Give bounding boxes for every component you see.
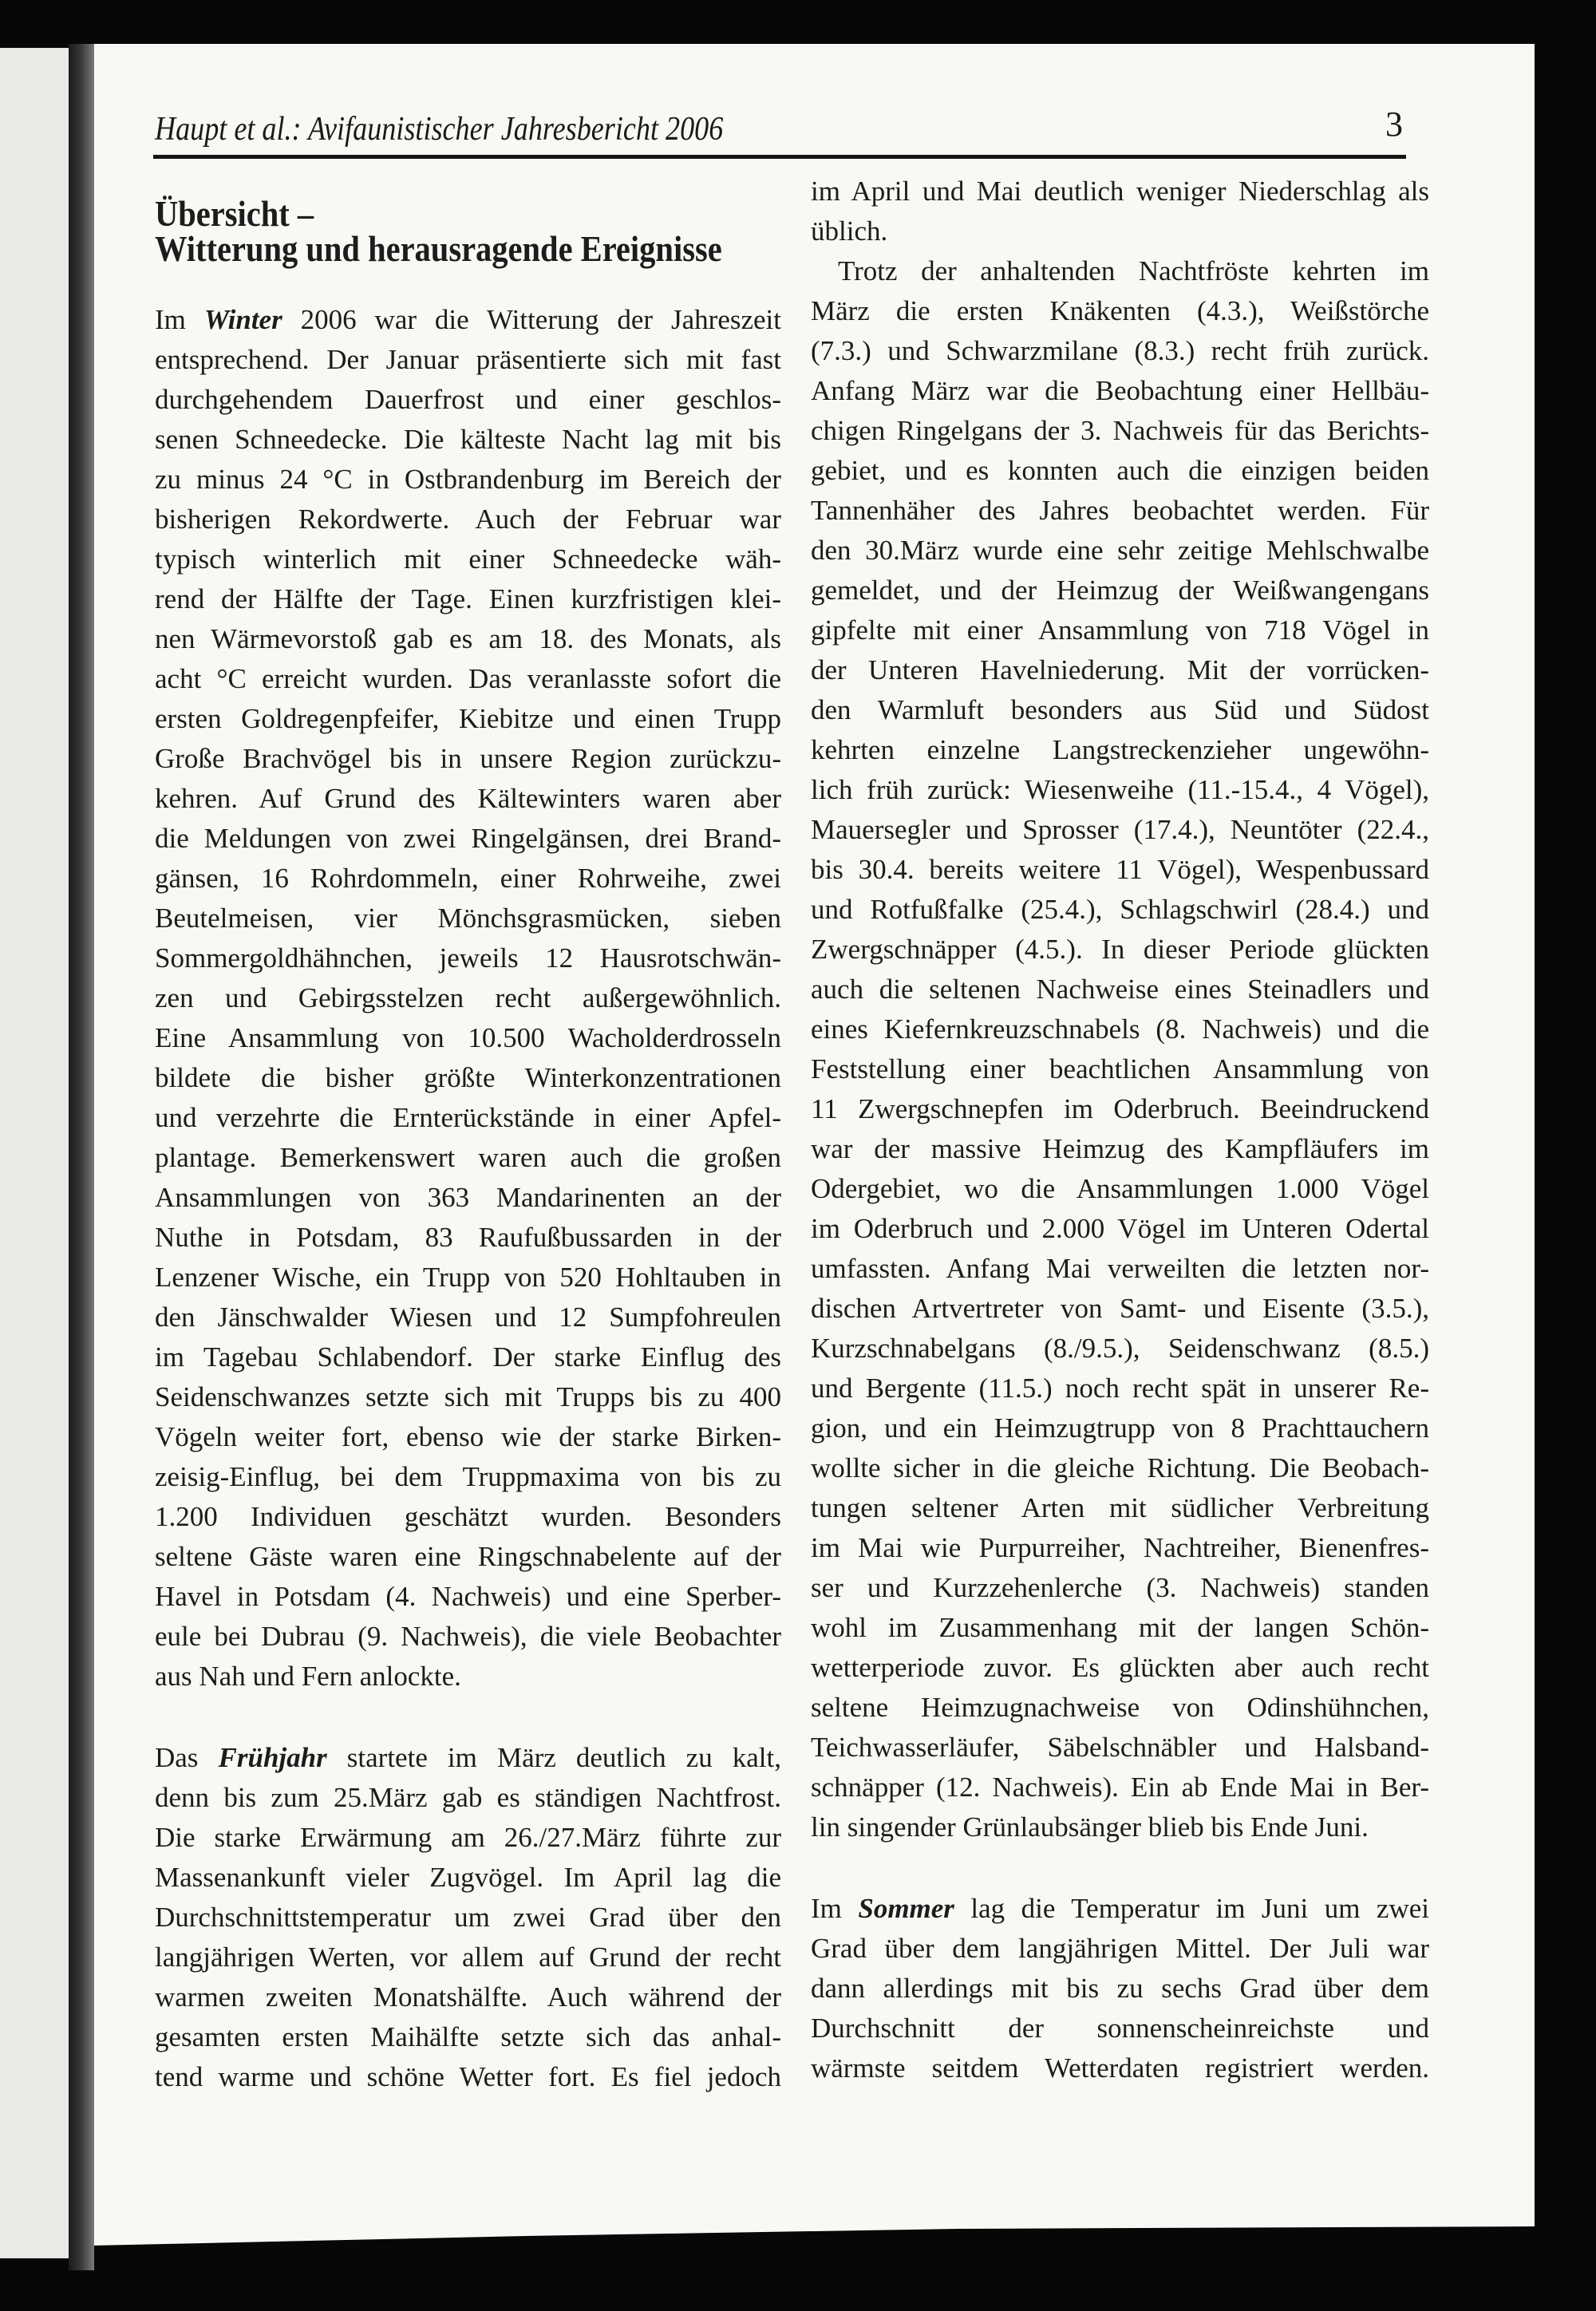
left-column-body <box>155 300 781 2097</box>
text-line: Feststellung einer beachtlichen Ansammlung von <box>811 1053 1429 1084</box>
text-line: März die ersten Knäkenten (4.3.), Weißstörche <box>811 295 1429 326</box>
text-line: Mauersegler und Sprosser (17.4.), Neuntöter (22.4., <box>811 814 1429 845</box>
text-line: gänsen, 16 Rohrdommeln, einer Rohrweihe, zwei <box>155 863 781 894</box>
text-line: acht °C erreicht wurden. Das veranlasste sofort die <box>155 663 781 694</box>
text-line: im Mai wie Purpurreiher, Nachtreiher, Bienenfres- <box>811 1532 1429 1563</box>
text-line: wetterperiode zuvor. Es glückten aber auch recht <box>811 1652 1429 1683</box>
text-segment: startete im März deutlich zu kalt, <box>326 1742 782 1773</box>
text-line: 11 Zwergschnepfen im Oderbruch. Beeindruckend <box>811 1093 1429 1124</box>
text-line: Massenankunft vieler Zugvögel. Im April lag die <box>155 1862 781 1893</box>
right-column <box>811 172 1429 2088</box>
header-rule <box>153 155 1406 159</box>
text-line: war der massive Heimzug des Kampfläufers im <box>811 1133 1429 1164</box>
text-line: lich früh zurück: Wiesenweihe (11.-15.4., 4 Vögel), <box>811 774 1429 805</box>
text-line: Eine Ansammlung von 10.500 Wacholderdrosseln <box>155 1022 781 1053</box>
running-title: Haupt et al.: Avifaunistischer Jahresbericht 2006 <box>155 111 724 148</box>
text-line: Ansammlungen von 363 Mandarinenten an der <box>155 1182 781 1213</box>
text-line <box>155 1738 781 1778</box>
text-line: ersten Goldregenpfeifer, Kiebitze und einen Trupp <box>155 703 781 734</box>
paragraph <box>155 300 781 1697</box>
text-line: und Bergente (11.5.) noch recht spät in unserer Re- <box>811 1373 1429 1404</box>
text-line: zu minus 24 °C in Ostbrandenburg im Bereich der <box>155 464 781 495</box>
adjacent-page-edge <box>0 48 69 2258</box>
season-keyword: Frühjahr <box>218 1742 327 1773</box>
text-line: bildete die bisher größte Winterkonzentrationen <box>155 1062 781 1093</box>
text-line: bis 30.4. bereits weitere 11 Vögel), Wespenbussard <box>811 854 1429 885</box>
text-line: kehren. Auf Grund des Kältewinters waren aber <box>155 783 781 814</box>
text-line: umfassten. Anfang Mai verweilten die letzten nor- <box>811 1253 1429 1284</box>
text-line: Seidenschwanzes setzte sich mit Trupps bis zu 400 <box>155 1381 781 1412</box>
text-segment: 2006 war die Witterung der Jahreszeit <box>282 304 781 335</box>
text-line <box>811 1889 1429 1929</box>
text-line: Nuthe in Potsdam, 83 Raufußbussarden in der <box>155 1222 781 1253</box>
season-keyword: Sommer <box>858 1893 954 1924</box>
text-line: tend warme und schöne Wetter fort. Es fiel jedoch <box>155 2061 781 2092</box>
paragraph <box>811 172 1429 251</box>
text-line: chigen Ringelgans der 3. Nachweis für das Berichts- <box>811 415 1429 446</box>
text-line: schnäpper (12. Nachweis). Ein ab Ende Mai in Ber- <box>811 1772 1429 1803</box>
text-segment: lag die Temperatur im Juni um zwei <box>954 1893 1429 1924</box>
text-line: plantage. Bemerkenswert waren auch die großen <box>155 1142 781 1173</box>
text-line: Teichwasserläufer, Säbelschnäbler und Halsband- <box>811 1732 1429 1763</box>
text-line: üblich. <box>811 215 888 247</box>
text-line: Lenzener Wische, ein Trupp von 520 Hohltauben in <box>155 1262 781 1293</box>
text-line: aus Nah und Fern anlockte. <box>155 1661 461 1692</box>
text-line: denn bis zum 25.März gab es ständigen Nachtfrost. <box>155 1782 781 1813</box>
text-line: (7.3.) und Schwarzmilane (8.3.) recht früh zurück. <box>811 335 1429 366</box>
section-heading <box>155 194 722 269</box>
text-line: durchgehendem Dauerfrost und einer geschlos- <box>155 384 781 415</box>
text-line: lin singender Grünlaubsänger blieb bis Ende Juni. <box>811 1811 1369 1843</box>
text-line: gipfelte mit einer Ansammlung von 718 Vögel in <box>811 614 1429 646</box>
text-line: eines Kiefernkreuzschnabels (8. Nachweis) und die <box>811 1013 1429 1045</box>
text-line: im Oderbruch und 2.000 Vögel im Unteren Odertal <box>811 1213 1429 1244</box>
text-line: Große Brachvögel bis in unsere Region zurückzu- <box>155 743 781 774</box>
text-line: Havel in Potsdam (4. Nachweis) und eine Sperber- <box>155 1581 781 1612</box>
text-segment: Das <box>155 1742 219 1773</box>
text-line: wohl im Zusammenhang mit der langen Schön- <box>811 1612 1429 1643</box>
text-line: entsprechend. Der Januar präsentierte sich mit fast <box>155 344 781 375</box>
text-line: warmen zweiten Monatshälfte. Auch während der <box>155 1981 781 2013</box>
text-line: Durchschnitt der sonnenscheinreichste und <box>811 2013 1429 2044</box>
text-line: wärmste seitdem Wetterdaten registriert werden. <box>811 2052 1429 2084</box>
season-keyword: Winter <box>203 304 282 335</box>
text-line: gion, und ein Heimzugtrupp von 8 Prachttauchern <box>811 1412 1429 1444</box>
text-line <box>155 300 781 340</box>
text-line: Durchschnittstemperatur um zwei Grad über den <box>155 1902 781 1933</box>
text-line: seltene Heimzugnachweise von Odinshühnchen, <box>811 1692 1429 1723</box>
text-line: bisherigen Rekordwerte. Auch der Februar war <box>155 504 781 535</box>
text-line: gemeldet, und der Heimzug der Weißwangengans <box>811 575 1429 606</box>
text-segment: Im <box>811 1893 859 1924</box>
text-line: nen Wärmevorstoß gab es am 18. des Monats, als <box>155 623 781 654</box>
text-line: senen Schneedecke. Die kälteste Nacht lag mit bis <box>155 424 781 455</box>
text-line: dischen Artvertreter von Samt- und Eisente (3.5.), <box>811 1293 1429 1324</box>
text-line: und verzehrte die Ernterückstände in einer Apfel- <box>155 1102 781 1133</box>
text-line: im April und Mai deutlich weniger Niederschlag als <box>811 176 1429 207</box>
text-line: eule bei Dubrau (9. Nachweis), die viele Beobachter <box>155 1621 781 1652</box>
text-line: 1.200 Individuen geschätzt wurden. Besonders <box>155 1501 781 1532</box>
text-line: Kurzschnabelgans (8./9.5.), Seidenschwanz (8.5.) <box>811 1333 1429 1364</box>
text-segment: Im <box>155 304 204 335</box>
text-line: ser und Kurzzehenlerche (3. Nachweis) standen <box>811 1572 1429 1603</box>
text-line: den 30.März wurde eine sehr zeitige Mehlschwalbe <box>811 535 1429 566</box>
text-line: Odergebiet, wo die Ansammlungen 1.000 Vögel <box>811 1173 1429 1204</box>
heading-line-2: Witterung und herausragende Ereignisse <box>155 229 722 269</box>
paragraph <box>811 251 1429 1847</box>
text-line: Trotz der anhaltenden Nachtfröste kehrten im <box>838 255 1429 286</box>
text-line: Beutelmeisen, vier Mönchsgrasmücken, sieben <box>155 903 781 934</box>
text-line: der Unteren Havelniederung. Mit der vorrücken- <box>811 654 1429 685</box>
text-line: wollte sicher in die gleiche Richtung. Die Beobach- <box>811 1452 1429 1483</box>
text-line: den Jänschwalder Wiesen und 12 Sumpfohreulen <box>155 1302 781 1333</box>
text-line: tungen seltener Arten mit südlicher Verbreitung <box>811 1492 1429 1523</box>
paragraph <box>155 1738 781 2097</box>
text-line: Sommergoldhähnchen, jeweils 12 Hausrotschwän- <box>155 942 781 974</box>
text-line: gesamten ersten Maihälfte setzte sich das anhal- <box>155 2021 781 2052</box>
heading-line-1: Übersicht – <box>155 194 314 234</box>
right-column-body <box>811 172 1429 2088</box>
text-line: auch die seltenen Nachweise eines Steinadlers und <box>811 974 1429 1005</box>
text-line: dann allerdings mit bis zu sechs Grad über dem <box>811 1973 1429 2004</box>
text-line: Grad über dem langjährigen Mittel. Der Juli war <box>811 1933 1429 1964</box>
text-line: Vögeln weiter fort, ebenso wie der starke Birken- <box>155 1421 781 1452</box>
text-line: rend der Hälfte der Tage. Einen kurzfristigen klei- <box>155 583 781 614</box>
text-line: langjährigen Werten, vor allem auf Grund der recht <box>155 1942 781 1973</box>
paragraph <box>811 1889 1429 2088</box>
text-line: zen und Gebirgsstelzen recht außergewöhnlich. <box>155 982 781 1013</box>
text-line: typisch winterlich mit einer Schneedecke wäh- <box>155 543 781 575</box>
text-line: gebiet, und es konnten auch die einzigen beiden <box>811 455 1429 486</box>
text-line: Tannenhäher des Jahres beobachtet werden. Für <box>811 495 1429 526</box>
text-line: Zwergschnäpper (4.5.). In dieser Periode glückten <box>811 934 1429 965</box>
text-line: seltene Gäste waren eine Ringschnabelente auf der <box>155 1541 781 1572</box>
text-line: Anfang März war die Beobachtung einer Hellbäu- <box>811 375 1429 406</box>
page-number: 3 <box>1385 105 1403 144</box>
text-line: kehrten einzelne Langstreckenzieher ungewöhn- <box>811 734 1429 765</box>
text-line: den Warmluft besonders aus Süd und Südost <box>811 694 1429 725</box>
text-line: im Tagebau Schlabendorf. Der starke Einflug des <box>155 1341 781 1373</box>
text-line: zeisig-Einflug, bei dem Truppmaxima von bis zu <box>155 1461 781 1492</box>
text-line: und Rotfußfalke (25.4.), Schlagschwirl (28.4.) und <box>811 894 1429 925</box>
text-line: die Meldungen von zwei Ringelgänsen, drei Brand- <box>155 823 781 854</box>
text-line: Die starke Erwärmung am 26./27.März führte zur <box>155 1822 781 1853</box>
left-column <box>155 196 781 2097</box>
